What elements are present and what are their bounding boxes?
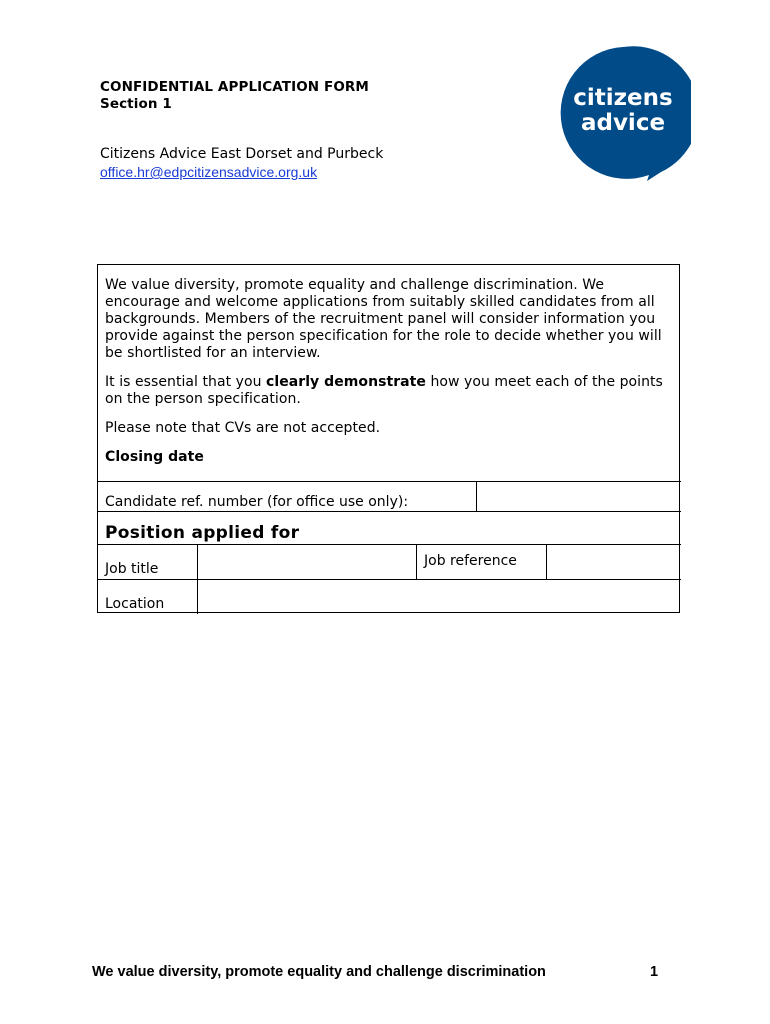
intro-paragraph-2: It is essential that you clearly demonstrate how you meet each of the points on the person specification.	[105, 374, 663, 407]
column-divider	[416, 544, 417, 579]
intro-paragraph-3: Please note that CVs are not accepted.	[105, 420, 381, 436]
row-divider	[98, 481, 681, 482]
logo-text-line-2: advice	[580, 110, 666, 136]
document-title	[100, 79, 369, 113]
row-divider	[98, 544, 681, 545]
job-reference-label: Job reference	[424, 553, 517, 569]
emphasis-text: clearly demonstrate	[266, 374, 426, 390]
position-heading: Position applied for	[105, 523, 300, 543]
page-number: 1	[650, 964, 659, 980]
email-link[interactable]: office.hr@edpcitizensadvice.org.uk	[100, 164, 318, 180]
row-divider	[98, 579, 681, 580]
application-form-box	[97, 264, 680, 613]
location-label: Location	[105, 596, 165, 612]
closing-date-label: Closing date	[105, 449, 204, 465]
candidate-ref-label: Candidate ref. number (for office use only):	[105, 494, 409, 510]
footer-text: We value diversity, promote equality and challenge discrimination	[92, 964, 546, 980]
logo-text-line-1: citizens	[573, 85, 673, 111]
job-title-field[interactable]	[199, 546, 415, 578]
job-reference-field[interactable]	[548, 546, 678, 578]
location-field[interactable]	[199, 581, 678, 611]
title-line-1: CONFIDENTIAL APPLICATION FORM	[100, 79, 369, 95]
column-divider	[546, 544, 547, 579]
title-line-2: Section 1	[100, 96, 172, 112]
intro-text	[105, 277, 677, 466]
citizens-advice-logo	[555, 45, 691, 181]
column-divider	[476, 481, 477, 511]
job-title-label: Job title	[105, 561, 159, 577]
candidate-ref-field[interactable]	[478, 483, 678, 510]
organisation-name: Citizens Advice East Dorset and Purbeck	[100, 146, 384, 162]
row-divider	[98, 511, 681, 512]
intro-paragraph-1: We value diversity, promote equality and challenge discrimination. We encourage and welcome applications from suitably skilled candidates from all backgrounds. Members of the recruitment panel will consider information you provide against the person specification for the role to decide whether you will be shortlisted for an interview.	[105, 277, 662, 361]
